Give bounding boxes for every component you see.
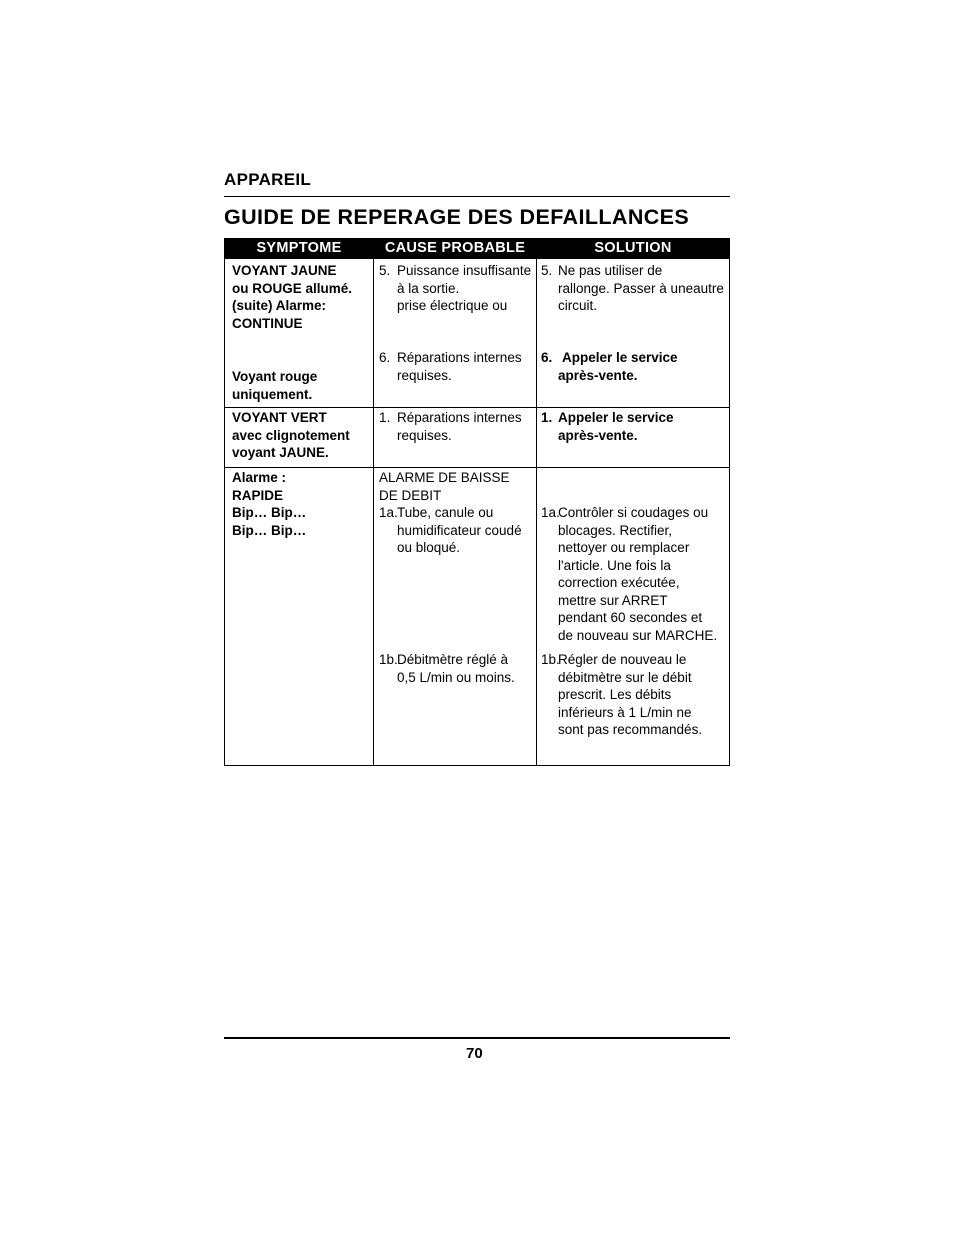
symptom-cell: Alarme : RAPIDE Bip… Bip… Bip… Bip… bbox=[232, 470, 307, 538]
cause-heading: ALARME DE BAISSE DE DEBIT bbox=[379, 470, 510, 503]
header-rule bbox=[224, 196, 730, 197]
symptom-cell: VOYANT JAUNE ou ROUGE allumé. (suite) Alarme: CONTINUE bbox=[232, 263, 353, 331]
symptom-cell: Voyant rouge uniquement. bbox=[232, 369, 318, 402]
solution-item: 1a. Contrôler si coudages ou blocages. Rectifier, nettoyer ou remplacer l'article. Une fois la correction exécutée, mettre sur ARRET pendant 60 secondes et de nouveau sur MARCHE. bbox=[541, 505, 718, 643]
symptom-cell: VOYANT VERT avec clignotement voyant JAUNE. bbox=[232, 410, 350, 460]
solution-item: 1. Appeler le service après-vente. bbox=[541, 410, 674, 443]
column-header-solution: SOLUTION bbox=[594, 240, 672, 256]
solution-item: 5. Ne pas utiliser de rallonge. Passer à uneautre circuit. bbox=[541, 263, 724, 313]
column-divider bbox=[373, 259, 374, 765]
page-number: 70 bbox=[466, 1045, 483, 1062]
cause-item: 5. Puissance insuffisante à la sortie. prise électrique ou bbox=[379, 263, 532, 313]
column-header-symptom: SYMPTOME bbox=[256, 240, 342, 256]
cause-item: 1b. Débitmètre réglé à 0,5 L/min ou moins. bbox=[379, 652, 515, 685]
footer-rule bbox=[224, 1037, 730, 1039]
troubleshooting-table bbox=[224, 238, 730, 766]
solution-item: 6. Appeler le service après-vente. bbox=[541, 350, 678, 383]
cause-item: 1. Réparations internes requises. bbox=[379, 410, 522, 443]
row-divider bbox=[225, 407, 729, 408]
table-header bbox=[225, 239, 729, 259]
cause-item: 6. Réparations internes requises. bbox=[379, 350, 522, 383]
solution-item: 1b. Régler de nouveau le débitmètre sur le débit prescrit. Les débits inférieurs à 1 L/min ne sont pas recommandés. bbox=[541, 652, 703, 737]
page-title: GUIDE DE REPERAGE DES DEFAILLANCES bbox=[224, 205, 690, 229]
column-header-cause: CAUSE PROBABLE bbox=[384, 240, 526, 256]
row-divider bbox=[225, 467, 729, 468]
cause-item: 1a. Tube, canule ou humidificateur coudé ou bloqué. bbox=[379, 505, 522, 555]
column-divider bbox=[536, 259, 537, 765]
section-title: APPAREIL bbox=[224, 170, 312, 189]
